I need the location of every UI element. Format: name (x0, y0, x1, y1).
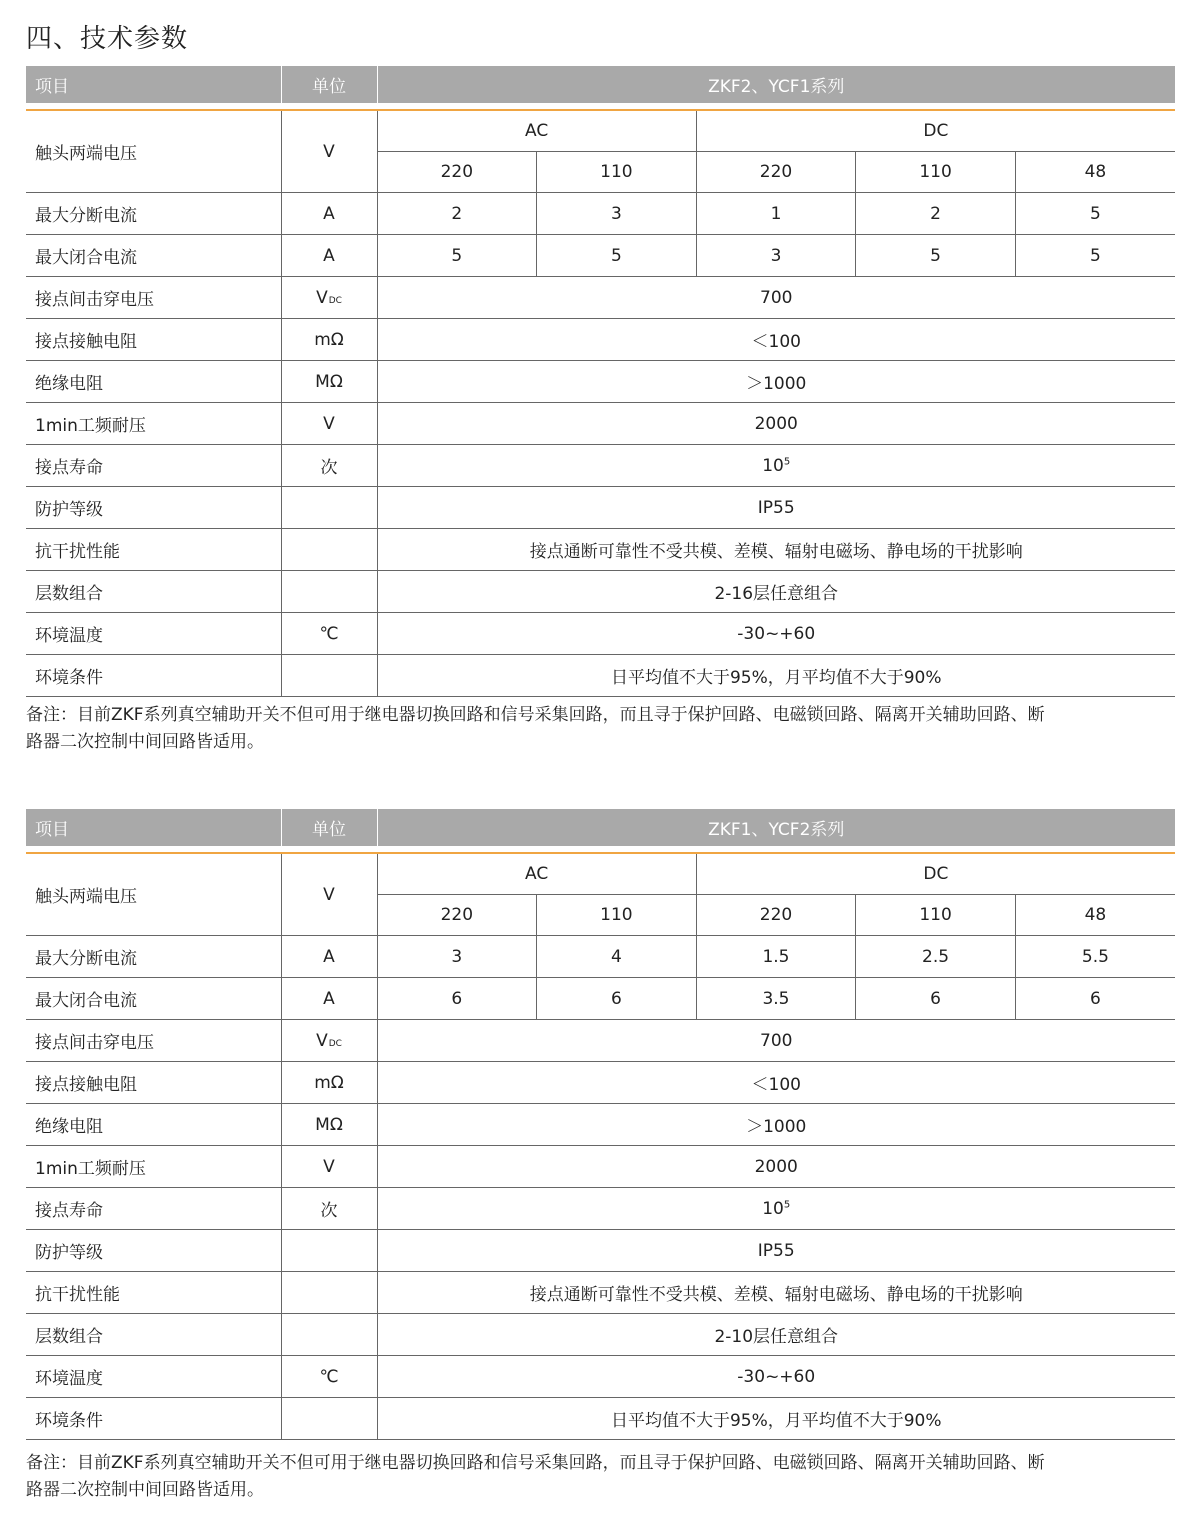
table-cell: 5 (1015, 193, 1175, 235)
row-unit: mΩ (281, 319, 377, 361)
row-label: 环境温度 (26, 613, 281, 655)
row-unit: A (281, 936, 377, 978)
table-row (26, 235, 1175, 277)
row-value: -30~+60 (377, 1356, 1175, 1398)
table-row (26, 361, 1175, 403)
table-cell: 220 (377, 152, 537, 193)
header-unit: 单位 (281, 66, 377, 103)
table-cell: 3 (696, 235, 856, 277)
header-series: ZKF1、YCF2系列 (377, 809, 1175, 846)
row-value: 2000 (377, 1146, 1175, 1188)
table-row (26, 1272, 1175, 1314)
table-cell: 2 (856, 193, 1016, 235)
row-unit: A (281, 235, 377, 277)
table-row (26, 936, 1175, 978)
table-cell: 5 (377, 235, 537, 277)
row-label: 层数组合 (26, 571, 281, 613)
row-unit (281, 571, 377, 613)
table-cell: 2 (377, 193, 537, 235)
row-value: 日平均值不大于95%，月平均值不大于90% (377, 655, 1175, 697)
header-item: 项目 (26, 809, 281, 846)
table-row (26, 193, 1175, 235)
row-unit: MΩ (281, 1104, 377, 1146)
table-cell: 48 (1015, 895, 1175, 936)
table-row (26, 1104, 1175, 1146)
row-value: $10^5$ (377, 445, 1175, 487)
dc-header: DC (696, 853, 1175, 895)
row-value: 2-16层任意组合 (377, 571, 1175, 613)
table-cell: 110 (537, 152, 697, 193)
table-cell: 5.5 (1015, 936, 1175, 978)
table-row (26, 1398, 1175, 1440)
ac-header: AC (377, 853, 696, 895)
table-cell: 220 (696, 152, 856, 193)
row-label: 防护等级 (26, 487, 281, 529)
row-label: 绝缘电阻 (26, 1104, 281, 1146)
row-value: ＞1000 (377, 1104, 1175, 1146)
row-label: 抗干扰性能 (26, 1272, 281, 1314)
row-value: ＜100 (377, 319, 1175, 361)
row-label: 最大闭合电流 (26, 978, 281, 1020)
table-cell: 48 (1015, 152, 1175, 193)
table-row (26, 319, 1175, 361)
note-line: 备注：目前ZKF系列真空辅助开关不但可用于继电器切换回路和信号采集回路，而且寻于保护回路、电磁锁回路、隔离开关辅助回路、断 (26, 1453, 1045, 1473)
ac-header: AC (377, 110, 696, 152)
header-series: ZKF2、YCF1系列 (377, 66, 1175, 103)
row-label: 防护等级 (26, 1230, 281, 1272)
note-line: 路器二次控制中间回路皆适用。 (26, 1480, 264, 1500)
row-unit (281, 1230, 377, 1272)
row-label: 接点接触电阻 (26, 1062, 281, 1104)
note-line: 备注：目前ZKF系列真空辅助开关不但可用于继电器切换回路和信号采集回路，而且寻于保护回路、电磁锁回路、隔离开关辅助回路、断 (26, 705, 1045, 725)
row-value: ＞1000 (377, 361, 1175, 403)
row-unit: 次 (281, 445, 377, 487)
table-cell: 5 (856, 235, 1016, 277)
row-label: 环境温度 (26, 1356, 281, 1398)
table-cell: 6 (537, 978, 697, 1020)
table-row (26, 978, 1175, 1020)
table-header (26, 66, 1175, 103)
row-label: 1min工频耐压 (26, 403, 281, 445)
table-cell: 5 (1015, 235, 1175, 277)
row-label: 接点间击穿电压 (26, 1020, 281, 1062)
table-row (26, 110, 1175, 152)
row-label: 1min工频耐压 (26, 1146, 281, 1188)
row-unit (281, 1272, 377, 1314)
spec-table-1 (26, 66, 1175, 697)
row-value: IP55 (377, 1230, 1175, 1272)
row-label: 最大分断电流 (26, 936, 281, 978)
page-title: 四、技术参数 (26, 24, 189, 54)
row-label: 接点接触电阻 (26, 319, 281, 361)
row-label: 最大分断电流 (26, 193, 281, 235)
table-cell: 110 (537, 895, 697, 936)
table-cell: 1.5 (696, 936, 856, 978)
table-row (26, 1188, 1175, 1230)
table-row (26, 613, 1175, 655)
table-cell: 3.5 (696, 978, 856, 1020)
row-unit: MΩ (281, 361, 377, 403)
row-label: 抗干扰性能 (26, 529, 281, 571)
table-cell: 220 (696, 895, 856, 936)
header-divider (26, 103, 1175, 110)
row-label: 环境条件 (26, 655, 281, 697)
row-unit: VDC (281, 1020, 377, 1062)
row-label: 触头两端电压 (26, 110, 281, 193)
table-row (26, 571, 1175, 613)
table-cell: 6 (377, 978, 537, 1020)
row-unit: ℃ (281, 1356, 377, 1398)
row-value: 日平均值不大于95%，月平均值不大于90% (377, 1398, 1175, 1440)
row-unit: VDC (281, 277, 377, 319)
table-cell: 6 (856, 978, 1016, 1020)
table-row (26, 277, 1175, 319)
row-unit (281, 655, 377, 697)
row-unit: ℃ (281, 613, 377, 655)
table-row (26, 1062, 1175, 1104)
row-value: 700 (377, 1020, 1175, 1062)
table-row (26, 1020, 1175, 1062)
spec-table-2 (26, 809, 1175, 1440)
table-note-1 (26, 702, 1176, 756)
table-note-2 (26, 1450, 1176, 1504)
header-item: 项目 (26, 66, 281, 103)
table-cell: 4 (537, 936, 697, 978)
row-label: 绝缘电阻 (26, 361, 281, 403)
row-label: 接点寿命 (26, 445, 281, 487)
row-value: IP55 (377, 487, 1175, 529)
dc-header: DC (696, 110, 1175, 152)
row-value: 2-10层任意组合 (377, 1314, 1175, 1356)
table-cell: 220 (377, 895, 537, 936)
row-value: $10^5$ (377, 1188, 1175, 1230)
row-unit: A (281, 193, 377, 235)
header-divider (26, 846, 1175, 853)
table-row (26, 1314, 1175, 1356)
row-unit: V (281, 110, 377, 193)
note-line: 路器二次控制中间回路皆适用。 (26, 732, 264, 752)
table-cell: 2.5 (856, 936, 1016, 978)
row-unit: A (281, 978, 377, 1020)
row-unit: V (281, 403, 377, 445)
row-unit: 次 (281, 1188, 377, 1230)
row-value: 接点通断可靠性不受共模、差模、辐射电磁场、静电场的干扰影响 (377, 529, 1175, 571)
row-label: 层数组合 (26, 1314, 281, 1356)
table-row (26, 529, 1175, 571)
row-unit (281, 1398, 377, 1440)
row-unit: V (281, 1146, 377, 1188)
table-row (26, 1356, 1175, 1398)
row-unit: mΩ (281, 1062, 377, 1104)
row-value: ＜100 (377, 1062, 1175, 1104)
row-label: 触头两端电压 (26, 853, 281, 936)
row-unit (281, 1314, 377, 1356)
row-unit (281, 529, 377, 571)
table-row (26, 487, 1175, 529)
row-value: 700 (377, 277, 1175, 319)
row-label: 环境条件 (26, 1398, 281, 1440)
table-row (26, 1146, 1175, 1188)
row-value: 接点通断可靠性不受共模、差模、辐射电磁场、静电场的干扰影响 (377, 1272, 1175, 1314)
row-label: 最大闭合电流 (26, 235, 281, 277)
table-row (26, 853, 1175, 895)
row-label: 接点寿命 (26, 1188, 281, 1230)
table-row (26, 655, 1175, 697)
table-header (26, 809, 1175, 846)
row-unit (281, 487, 377, 529)
header-unit: 单位 (281, 809, 377, 846)
row-value: -30~+60 (377, 613, 1175, 655)
table-cell: 110 (856, 152, 1016, 193)
table-cell: 5 (537, 235, 697, 277)
table-row (26, 403, 1175, 445)
table-cell: 3 (537, 193, 697, 235)
table-cell: 1 (696, 193, 856, 235)
row-value: 2000 (377, 403, 1175, 445)
row-unit: V (281, 853, 377, 936)
table-row (26, 1230, 1175, 1272)
table-cell: 110 (856, 895, 1016, 936)
row-label: 接点间击穿电压 (26, 277, 281, 319)
table-cell: 6 (1015, 978, 1175, 1020)
table-row (26, 445, 1175, 487)
table-cell: 3 (377, 936, 537, 978)
